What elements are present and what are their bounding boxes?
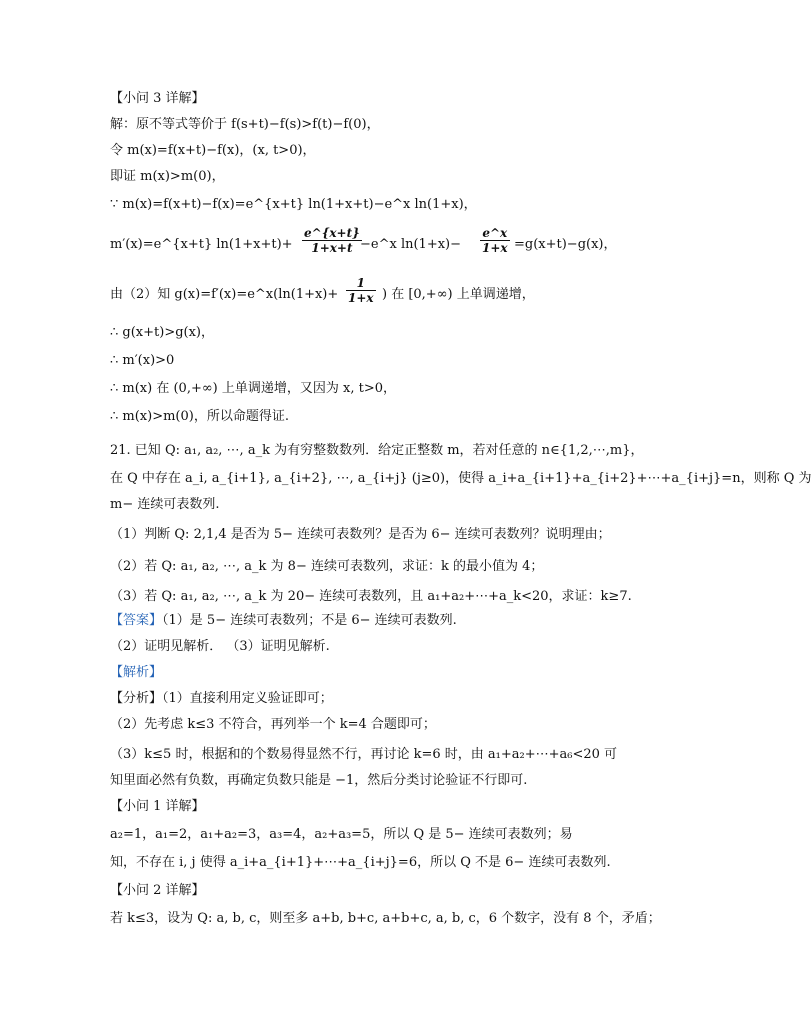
problem-21-statement: 在 Q 中存在 a_i, a_{i+1}, a_{i+2}, ⋯, a_{i+j} (j≥0)，使得 a_i+a_{i+1}+a_{i+2}+⋯+a_{i+j}=n，则称 Q 为 xyxy=(110,471,812,486)
fraction-denominator: 1+x+t xyxy=(311,241,353,255)
answer-text: （1）是 5− 连续可表数列；不是 6− 连续可表数列. xyxy=(162,613,457,628)
fraction-denominator: 1+x xyxy=(482,241,508,255)
solution-line: a₂=1，a₁=2，a₁+a₂=3，a₃=4，a₂+a₃=5，所以 Q 是 5− 连续可表数列；易 xyxy=(110,827,573,842)
derivative-line-part2: −e^x ln(1+x)− xyxy=(360,237,462,252)
fraction-numerator: 1 xyxy=(346,276,376,291)
solution-line: ∵ m(x)=f(x+t)−f(x)=e^{x+t} ln(1+x+t)−e^x ln(1+x)， xyxy=(110,197,477,212)
section-heading-q2: 【小问 2 详解】 xyxy=(110,883,205,898)
analysis-heading: 【解析】 xyxy=(110,665,163,680)
fraction-1 xyxy=(302,226,362,255)
fraction-3 xyxy=(346,276,376,305)
section-heading-q1: 【小问 1 详解】 xyxy=(110,799,205,814)
solution-line: ∴ g(x+t)>g(x)， xyxy=(110,325,215,340)
answer-line-2: （2）证明见解析． （3）证明见解析. xyxy=(110,639,330,654)
solution-line: 即证 m(x)>m(0)， xyxy=(110,169,225,184)
solution-line: ∴ m′(x)>0 xyxy=(110,353,175,368)
answer-tag: 【答案】 xyxy=(110,613,163,628)
analysis-line: （3）k≤5 时，根据和的个数易得显然不行，再讨论 k=6 时，由 a₁+a₂+⋯+a₆<20 可 xyxy=(110,747,618,762)
fraction-2 xyxy=(480,226,510,255)
subquestion-3: （3）若 Q: a₁, a₂, ⋯, a_k 为 20− 连续可表数列，且 a₁+a₂+⋯+a_k<20，求证：k≥7. xyxy=(110,589,632,604)
solution-line: ∴ m(x)>m(0)，所以命题得证. xyxy=(110,409,289,424)
problem-21-statement: m− 连续可表数列. xyxy=(110,497,220,512)
analysis-tag: 【分析】 xyxy=(110,691,163,706)
analysis-line xyxy=(110,690,333,708)
section-heading-q3: 【小问 3 详解】 xyxy=(110,91,205,106)
solution-line: 解：原不等式等价于 f(s+t)−f(s)>f(t)−f(0)， xyxy=(110,117,380,132)
fraction-numerator: e^{x+t} xyxy=(304,226,360,240)
subquestion-1: （1）判断 Q: 2,1,4 是否为 5− 连续可表数列？是否为 6− 连续可表数列？说明理由； xyxy=(110,527,611,542)
solution-line: 令 m(x)=f(x+t)−f(x)，(x, t>0)， xyxy=(110,143,316,158)
derivative-line-part3: =g(x+t)−g(x)， xyxy=(514,237,617,252)
fraction-denominator: 1+x xyxy=(348,291,374,305)
answer-line xyxy=(110,612,457,630)
solution-line: 知，不存在 i, j 使得 a_i+a_{i+1}+⋯+a_{i+j}=6，所以 Q 不是 6− 连续可表数列. xyxy=(110,855,611,870)
fraction-numerator: e^x xyxy=(480,226,510,241)
solution-line: ∴ m(x) 在 (0,+∞) 上单调递增，又因为 x, t>0， xyxy=(110,381,396,396)
solution-line: 若 k≤3，设为 Q: a, b, c，则至多 a+b, b+c, a+b+c, a, b, c，6 个数字，没有 8 个，矛盾； xyxy=(110,911,661,926)
monotonic-line-part1: 由（2）知 g(x)=f′(x)=e^x(ln(1+x)+ xyxy=(110,287,339,302)
derivative-line-part1: m′(x)=e^{x+t} ln(1+x+t)+ xyxy=(110,237,293,252)
analysis-line: （2）先考虑 k≤3 不符合，再列举一个 k=4 合题即可； xyxy=(110,717,436,732)
problem-21-statement: 21. 已知 Q: a₁, a₂, ⋯, a_k 为有穷整数数列．给定正整数 m，若对任意的 n∈{1,2,⋯,m}， xyxy=(110,443,644,458)
monotonic-line-part2: ) 在 [0,+∞) 上单调递增， xyxy=(382,287,535,302)
analysis-text: （1）直接利用定义验证即可； xyxy=(162,691,333,706)
analysis-line: 知里面必然有负数，再确定负数只能是 −1，然后分类讨论验证不行即可. xyxy=(110,773,528,788)
subquestion-2: （2）若 Q: a₁, a₂, ⋯, a_k 为 8− 连续可表数列，求证：k 的最小值为 4； xyxy=(110,559,544,574)
